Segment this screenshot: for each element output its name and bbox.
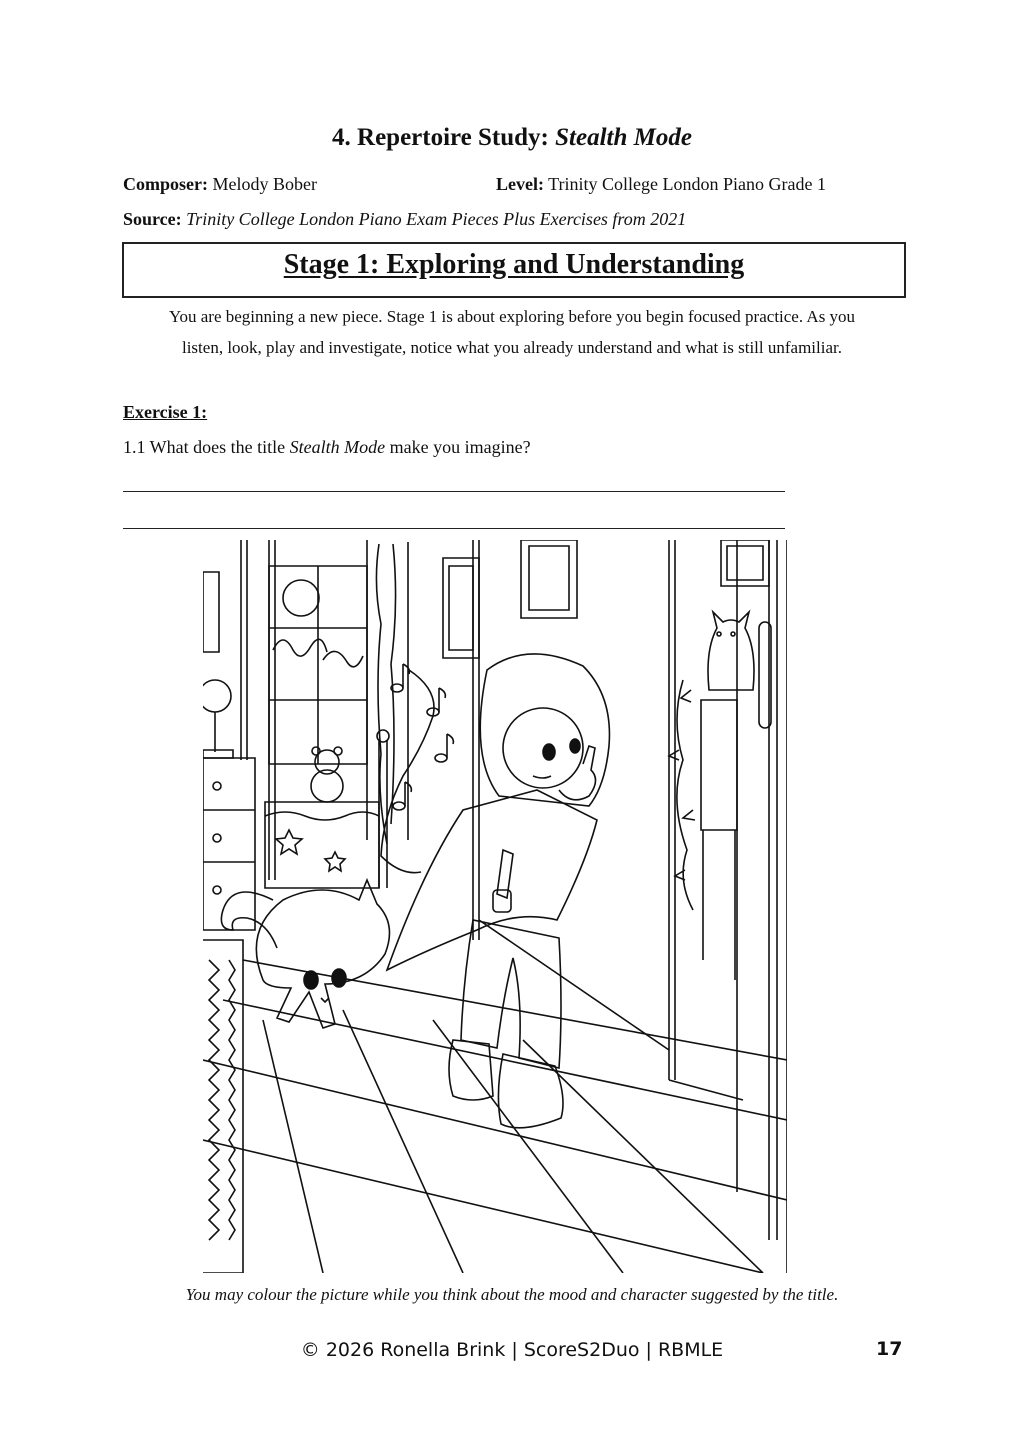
question-italic-title: Stealth Mode — [289, 437, 386, 457]
source-label: Source: — [123, 209, 182, 229]
star-icon — [276, 830, 302, 854]
cat-icon — [708, 612, 754, 690]
intro-line-1: You are beginning a new piece. Stage 1 is about exploring before you begin focused practice. As you — [168, 307, 856, 326]
title-prefix: 4. Repertoire Study: — [332, 124, 556, 151]
illustration-caption: You may colour the picture while you think about the mood and character suggested by the title. — [185, 1285, 839, 1304]
music-note-icon — [435, 734, 453, 762]
hooded-child — [387, 654, 609, 1128]
question-prefix: 1.1 What does the title — [123, 437, 290, 457]
intro-line-2: listen, look, play and investigate, notice what you already understand and what is still unfamiliar. — [181, 338, 842, 357]
composer-value: Melody Bober — [207, 174, 317, 194]
teddy-bear-icon — [311, 747, 343, 802]
source-line — [123, 209, 686, 230]
level-label: Level: — [496, 174, 544, 194]
question-suffix: make you imagine? — [385, 437, 531, 457]
level-value: Trinity College London Piano Grade 1 — [543, 174, 826, 194]
page-title — [0, 124, 1024, 152]
stage-intro — [112, 301, 912, 363]
footer-copyright: © 2026 Ronella Brink | ScoreS2Duo | RBMLE — [300, 1339, 724, 1361]
question-1-1 — [123, 437, 531, 458]
moon — [283, 580, 319, 616]
source-value: Trinity College London Piano Exam Pieces Plus Exercises from 2021 — [181, 209, 687, 229]
page-number: 17 — [876, 1338, 903, 1360]
exercise-heading: Exercise 1: — [123, 402, 208, 422]
music-note-icon — [391, 664, 409, 692]
background-room — [203, 540, 769, 930]
star-icon — [325, 852, 345, 871]
answer-line-2[interactable] — [123, 528, 785, 529]
music-notes — [381, 664, 453, 873]
composer-label: Composer: — [123, 174, 208, 194]
title-piece-name: Stealth Mode — [555, 124, 692, 151]
answer-line-1[interactable] — [123, 491, 785, 492]
level-line — [496, 174, 826, 195]
hanging-plant — [669, 680, 695, 910]
colouring-illustration — [203, 540, 787, 1273]
composer-line — [123, 174, 317, 195]
globe-icon — [203, 680, 231, 712]
rug — [203, 940, 243, 1273]
stage-heading-box — [122, 242, 906, 298]
stage-heading: Stage 1: Exploring and Understanding — [283, 249, 745, 280]
